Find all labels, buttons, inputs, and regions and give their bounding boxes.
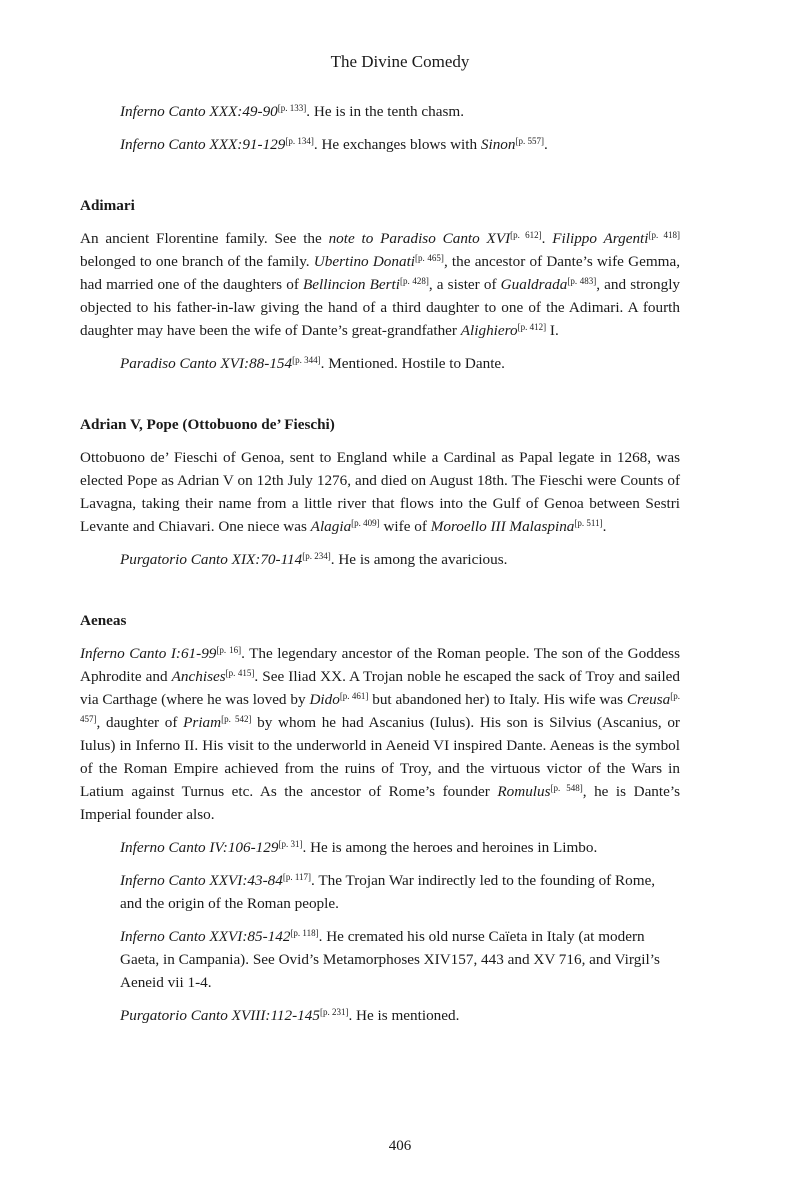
page-ref[interactable]: [p. 117] <box>282 872 311 882</box>
page-ref[interactable]: [p. 133] <box>277 103 307 113</box>
page-ref[interactable]: [p. 548] <box>550 783 583 793</box>
reference-line: Inferno Canto IV:106-129[p. 31]. He is among the heroes and heroines in Limbo. <box>120 839 598 856</box>
page-ref[interactable]: [p. 428] <box>399 276 429 286</box>
page-ref[interactable]: [p. 16] <box>216 645 242 655</box>
reference-line: Purgatorio Canto XIX:70-114[p. 234]. He is among the avaricious. <box>120 551 508 568</box>
name-link[interactable]: Alagia <box>310 518 352 535</box>
name-link[interactable]: Bellincion Berti <box>303 276 400 293</box>
reference-line: Inferno Canto XXX:49-90[p. 133]. He is in the tenth chasm. <box>120 103 465 120</box>
canto-link[interactable]: Inferno Canto XXX:91-129 <box>120 136 286 153</box>
name-link[interactable]: Creusa <box>626 691 671 708</box>
page-ref[interactable]: [p. 409] <box>351 518 380 528</box>
page-ref[interactable]: [p. 234] <box>302 551 331 561</box>
page-ref[interactable]: [p. 511] <box>574 518 603 528</box>
page-ref[interactable]: [p. 344] <box>292 355 321 365</box>
page-ref[interactable]: [p. 612] <box>510 230 542 240</box>
page-ref[interactable]: [p. 557] <box>515 136 544 146</box>
page-ref[interactable]: [p. 134] <box>285 136 314 146</box>
entry-heading-adimari: Adimari <box>80 197 135 214</box>
name-link[interactable]: Alighiero <box>460 322 518 339</box>
page-ref[interactable]: [p. 412] <box>517 322 547 332</box>
reference-line: Paradiso Canto XVI:88-154[p. 344]. Mentioned. Hostile to Dante. <box>120 355 505 372</box>
entry-heading-adrian-v: Adrian V, Pope (Ottobuono de’ Fieschi) <box>80 416 335 433</box>
canto-link[interactable]: Inferno Canto XXVI:43-84 <box>120 872 283 889</box>
name-link[interactable]: Filippo Argenti <box>552 230 649 247</box>
page-ref[interactable]: [p. 457] <box>80 691 680 724</box>
note-link[interactable]: note to Paradiso Canto XVI <box>328 230 511 247</box>
entry-body-adimari: An ancient Florentine family. See the note to Paradiso Canto XVI[p. 612]. Filippo Argenti[p. 418] belonged to one branch of the family. Ubertino Donati[p. 465], the ancestor of Dante’s wife Gemma, had married one of the daughters of Bellincion Berti[p. 428], a sister of Gualdrada[p. 483], and strongly objected to his father-in-law giving the hand of a third daughter to one of the Adimari. A fourth daughter may have been the wife of Dante’s great-grandfather Alighiero[p. 412] I. <box>80 230 681 339</box>
page-ref[interactable]: [p. 483] <box>567 276 597 286</box>
name-link[interactable]: Ubertino Donati <box>313 253 416 270</box>
page-ref[interactable]: [p. 542] <box>221 714 252 724</box>
page-ref[interactable]: [p. 118] <box>290 928 319 938</box>
running-header: The Divine Comedy <box>330 52 470 71</box>
page-ref[interactable]: [p. 31] <box>278 839 303 849</box>
name-link[interactable]: Dido <box>309 691 340 708</box>
reference-line: Inferno Canto XXVI:85-142[p. 118]. He cremated his old nurse Caïeta in Italy (at modern Gaeta, in Campania). See Ovid’s Metamorphoses XIV157, 443 and XV 716, and Virgil’s Aeneid vii 1-4. <box>120 928 660 991</box>
name-link[interactable]: Sinon <box>480 136 516 153</box>
canto-link[interactable]: Purgatorio Canto XIX:70-114 <box>120 551 303 568</box>
page-content <box>80 100 680 1027</box>
name-link[interactable]: Romulus <box>497 783 551 800</box>
canto-link[interactable]: Inferno Canto XXVI:85-142 <box>120 928 291 945</box>
name-link[interactable]: Moroello III Malaspina <box>430 518 575 535</box>
reference-line: Inferno Canto XXVI:43-84[p. 117]. The Trojan War indirectly led to the founding of Rome, and the origin of the Roman people. <box>120 872 656 912</box>
page-ref[interactable]: [p. 465] <box>415 253 444 263</box>
canto-link[interactable]: Purgatorio Canto XVIII:112-145 <box>120 1007 320 1024</box>
name-link[interactable]: Anchises <box>171 668 226 685</box>
canto-link[interactable]: Inferno Canto XXX:49-90 <box>120 103 278 120</box>
name-link[interactable]: Gualdrada <box>500 276 568 293</box>
page-ref[interactable]: [p. 461] <box>339 691 369 701</box>
entry-heading-aeneas: Aeneas <box>80 612 127 629</box>
reference-line: Purgatorio Canto XVIII:112-145[p. 231]. He is mentioned. <box>120 1007 460 1024</box>
name-link[interactable]: Priam <box>183 714 222 731</box>
reference-line: Inferno Canto XXX:91-129[p. 134]. He exchanges blows with Sinon[p. 557]. <box>120 136 548 153</box>
page-ref[interactable]: [p. 415] <box>225 668 255 678</box>
canto-link[interactable]: Paradiso Canto XVI:88-154 <box>120 355 293 372</box>
page-ref[interactable]: [p. 418] <box>648 230 680 240</box>
entry-body-aeneas: Inferno Canto I:61-99[p. 16]. The legendary ancestor of the Roman people. The son of the Goddess Aphrodite and Anchises[p. 415]. See Iliad XX. A Trojan noble he escaped the sack of Troy and sailed via Carthage (where he was loved by Dido[p. 461] but abandoned her) to Italy. His wife was Creusa[p. 457], daughter of Priam[p. 542] by whom he had Ascanius (Iulus). His son is Silvius (Ascanius, or Iulus) in Inferno II. His visit to the underworld in Aeneid VI inspired Dante. Aeneas is the symbol of the Roman Empire achieved from the ruins of Troy, and the virtuous victor of the Wars in Latium against Turnus etc. As the ancestor of Rome’s founder Romulus[p. 548], he is Dante’s Imperial founder also. <box>80 645 680 823</box>
canto-link[interactable]: Inferno Canto I:61-99 <box>80 645 217 662</box>
page-number: 406 <box>388 1138 412 1154</box>
canto-link[interactable]: Inferno Canto IV:106-129 <box>120 839 279 856</box>
page-ref[interactable]: [p. 231] <box>319 1007 349 1017</box>
entry-body-adrian-v: Ottobuono de’ Fieschi of Genoa, sent to England while a Cardinal as Papal legate in 1268, was elected Pope as Adrian V on 12th July 1276, and died on August 18th. The Fieschi were Counts of Lavagna, taking their name from a little river that flows into the Gulf of Genoa between Sestri Levante and Chiavari. One niece was Alagia[p. 409] wife of Moroello III Malaspina[p. 511]. <box>80 449 680 535</box>
